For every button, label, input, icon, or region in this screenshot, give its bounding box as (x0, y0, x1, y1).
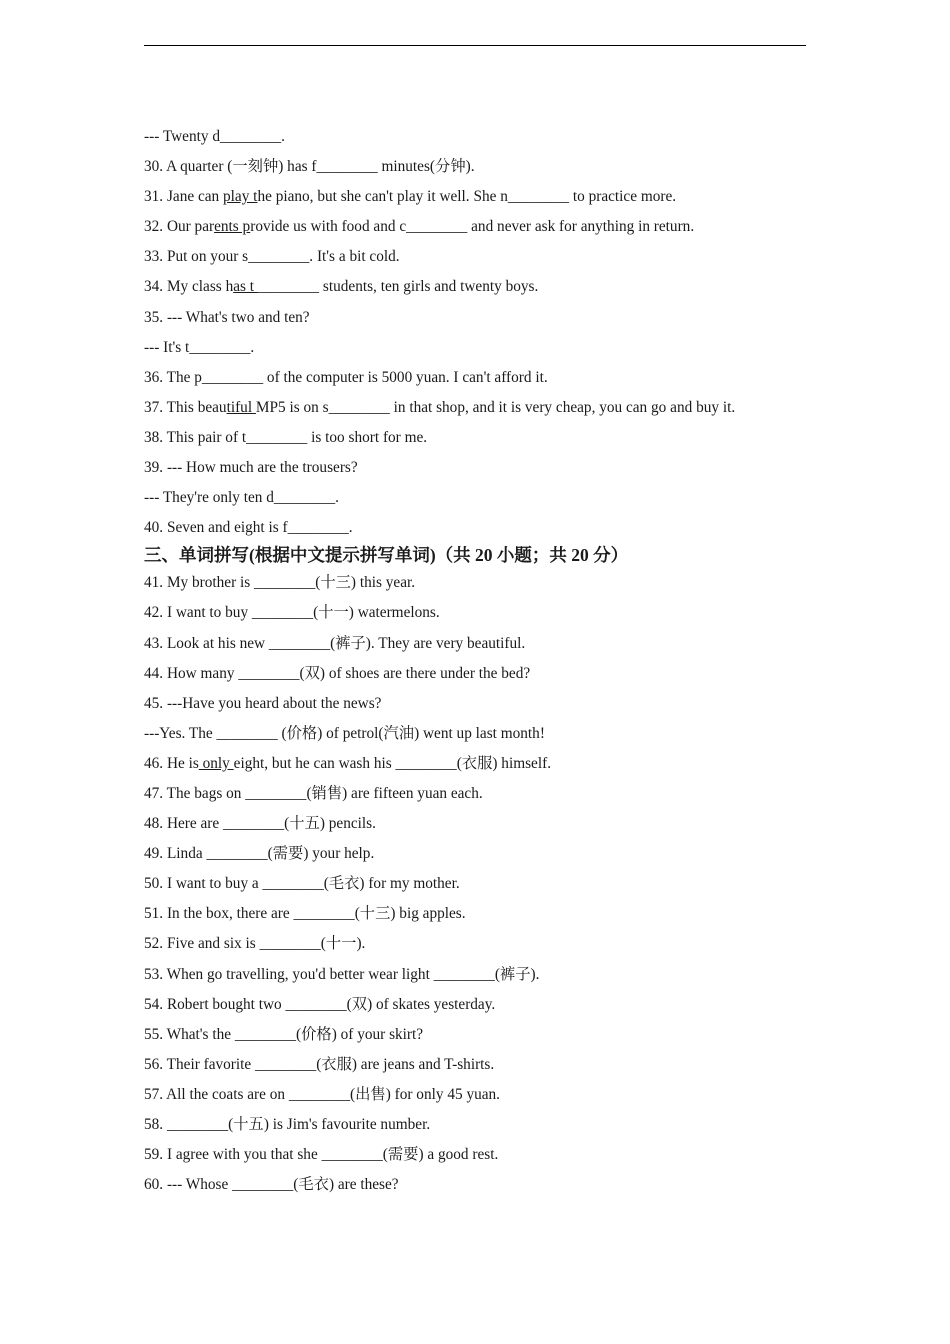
question-line (144, 393, 824, 423)
question-line (144, 212, 824, 242)
question-line: 47. The bags on ________(销售) are fifteen yuan each. (144, 784, 483, 802)
question-line: --- It's t________. (144, 338, 255, 356)
worksheet-content (144, 122, 824, 1200)
underlined-text: ents p (214, 218, 251, 236)
question-line: 51. In the box, there are ________(十三) big apples. (144, 905, 466, 923)
underlined-text: as t (233, 278, 258, 296)
question-line: 58. ________(十五) is Jim's favourite number. (144, 1116, 431, 1133)
question-line: 48. Here are ________(十五) pencils. (144, 815, 376, 833)
question-line: --- They're only ten d________. (144, 489, 339, 507)
question-line: 40. Seven and eight is f________. (144, 519, 353, 537)
question-line (144, 272, 824, 302)
question-line: 35. --- What's two and ten? (144, 308, 310, 326)
line-text: 31. Jane can (144, 188, 224, 206)
question-line: 49. Linda ________(需要) your help. (144, 845, 375, 863)
question-line: 55. What's the ________(价格) of your skirt? (144, 1025, 424, 1043)
question-line: ---Yes. The ________ (价格) of petrol(汽油) went up last month! (144, 724, 545, 742)
question-line: 43. Look at his new ________(裤子). They are very beautiful. (144, 634, 526, 652)
question-line: 57. All the coats are on ________(出售) for only 45 yuan. (144, 1085, 501, 1103)
underlined-text: only (198, 754, 234, 772)
question-line: 39. --- How much are the trousers? (144, 459, 358, 477)
line-text: 46. He is (144, 754, 199, 772)
question-line: 56. Their favorite ________(衣服) are jeans and T-shirts. (144, 1055, 495, 1073)
question-line (144, 749, 824, 779)
section-heading: 三、单词拼写(根据中文提示拼写单词)（共 20 小题；共 20 分） (144, 545, 629, 566)
question-line: 38. This pair of t________ is too short for me. (144, 428, 428, 446)
line-text: 32. Our par (144, 218, 215, 236)
question-line: 42. I want to buy ________(十一) watermelons. (144, 604, 440, 622)
question-line (144, 182, 824, 212)
line-text: rovide us with food and c________ and never ask for anything in return. (250, 218, 695, 236)
question-line: 52. Five and six is ________(十一). (144, 935, 366, 953)
line-text: ________ students, ten girls and twenty boys. (257, 278, 539, 296)
question-line: 53. When go travelling, you'd better wear light ________(裤子). (144, 965, 540, 983)
question-line: 54. Robert bought two ________(双) of skates yesterday. (144, 995, 496, 1013)
question-line: 59. I agree with you that she ________(需要) a good rest. (144, 1146, 499, 1164)
line-text: 37. This beau (144, 398, 227, 416)
line-text: MP5 is on s________ in that shop, and it is very cheap, you can go and buy it. (255, 398, 736, 416)
line-text: eight, but he can wash his ________(衣服) himself. (233, 754, 552, 772)
question-line: 36. The p________ of the computer is 5000 yuan. I can't afford it. (144, 368, 548, 386)
question-line: --- Twenty d________. (144, 128, 285, 145)
question-line: 44. How many ________(双) of shoes are there under the bed? (144, 664, 531, 682)
question-line: 60. --- Whose ________(毛衣) are these? (144, 1176, 399, 1194)
line-text: he piano, but she can't play it well. She n________ to practice more. (257, 188, 677, 206)
question-line: 30. A quarter (一刻钟) has f________ minutes(分钟). (144, 158, 475, 176)
question-line: 50. I want to buy a ________(毛衣) for my mother. (144, 875, 460, 893)
question-line: 33. Put on your s________. It's a bit cold. (144, 248, 400, 266)
underlined-text: play t (223, 188, 258, 206)
line-text: 34. My class h (144, 278, 234, 296)
question-line: 41. My brother is ________(十三) this year. (144, 574, 416, 592)
header-rule (144, 45, 806, 46)
underlined-text: tiful (226, 398, 256, 416)
question-line: 45. ---Have you heard about the news? (144, 694, 382, 712)
